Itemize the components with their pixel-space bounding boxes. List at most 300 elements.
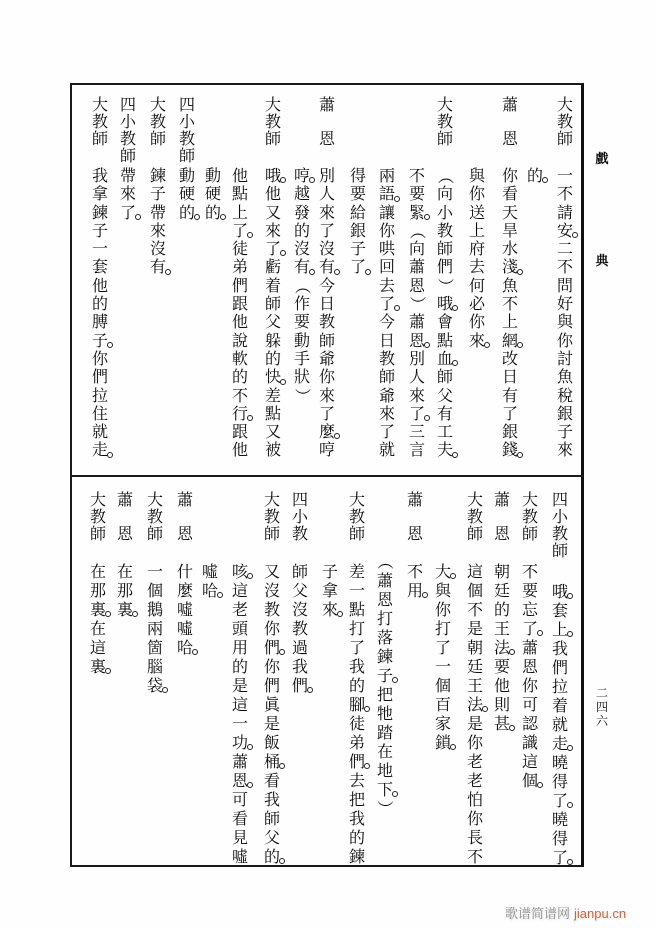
dialogue-text [465, 167, 489, 350]
glyph: 功 [231, 733, 248, 752]
dialogue-text [173, 562, 197, 657]
glyph: 又 [264, 422, 281, 442]
glyph: 旱 [501, 220, 518, 240]
dialogue-text [463, 562, 487, 866]
glyph: 着 [551, 696, 568, 715]
dialogue-text [228, 562, 252, 866]
glyph: 一 [231, 714, 248, 733]
glyph: 鵝 [146, 600, 163, 619]
glyph: 鎖 [434, 733, 451, 752]
glyph: 與 [468, 166, 485, 185]
glyph: （ [375, 553, 395, 570]
glyph: 硬 [204, 184, 221, 204]
section-divider [70, 475, 584, 477]
speaker-name [88, 96, 112, 147]
dialogue-text [433, 167, 457, 460]
glyph: 就 [551, 715, 568, 734]
dialogue-text [201, 167, 225, 222]
glyph: 個 [521, 771, 538, 790]
glyph: 得 [349, 166, 366, 185]
glyph: 識 [521, 733, 538, 752]
glyph: 動 [204, 166, 221, 185]
speaker-name [433, 96, 457, 147]
glyph: 虧 [264, 257, 281, 277]
glyph: 們 [91, 367, 108, 387]
glyph: 師 [91, 129, 108, 148]
glyph: 的 [231, 367, 248, 387]
glyph: 快 [264, 367, 281, 387]
glyph: 人 [318, 184, 335, 204]
glyph: 那 [89, 581, 106, 600]
glyph: （ [408, 223, 428, 240]
glyph: 來 [264, 220, 281, 240]
glyph: 看 [263, 771, 280, 790]
glyph: 來 [119, 184, 136, 204]
glyph: 他 [91, 275, 108, 295]
glyph: 的 [204, 202, 221, 222]
glyph: 日 [378, 330, 395, 350]
dialogue-text [346, 167, 370, 277]
glyph: 來 [408, 385, 425, 405]
glyph: 了 [501, 403, 518, 423]
glyph: 點 [231, 184, 248, 204]
dialogue-text [116, 167, 140, 222]
glyph: 桶 [263, 752, 280, 771]
glyph: 你 [468, 312, 485, 332]
glyph: 稅 [556, 385, 573, 405]
speaker-name [146, 96, 170, 147]
glyph: 了 [318, 220, 335, 240]
glyph: 行 [231, 403, 248, 423]
glyph: 曉 [551, 753, 568, 772]
glyph: 人 [408, 367, 425, 387]
glyph: 頭 [231, 619, 248, 638]
glyph: 不 [556, 184, 573, 204]
glyph: 點 [348, 600, 365, 619]
glyph: 又 [263, 562, 280, 581]
glyph: 師 [436, 239, 453, 259]
glyph: 教 [436, 220, 453, 240]
glyph: 要 [293, 312, 310, 332]
glyph: 則 [493, 695, 510, 714]
glyph: 向 [408, 239, 425, 259]
glyph: 教 [146, 507, 163, 526]
glyph: 拿 [91, 184, 108, 204]
glyph: 飯 [263, 733, 280, 752]
glyph: 師 [318, 330, 335, 350]
glyph: 的 [493, 600, 510, 619]
glyph: 魚 [556, 367, 573, 387]
glyph: 父 [263, 828, 280, 847]
glyph: 忘 [521, 600, 538, 619]
glyph: 把 [348, 790, 365, 809]
glyph: 大 [264, 95, 281, 114]
glyph: 恩 [176, 524, 193, 543]
speaker-name [86, 491, 110, 542]
speaker-name [113, 491, 137, 542]
glyph: 父 [436, 385, 453, 405]
dialogue-text [113, 562, 137, 619]
glyph: 夫 [436, 440, 453, 460]
glyph: 差 [348, 562, 365, 581]
glyph: 這 [89, 638, 106, 657]
glyph: 可 [521, 695, 538, 714]
glyph: 哼 [318, 440, 335, 460]
glyph: 了 [231, 220, 248, 240]
glyph: 膊 [91, 312, 108, 332]
glyph: 六 [595, 714, 608, 728]
dialogue-text [175, 167, 199, 222]
dialogue-text [288, 562, 312, 695]
glyph: 日 [501, 367, 518, 387]
glyph: 給 [349, 202, 366, 222]
dialogue-text [431, 562, 455, 752]
glyph: 師 [436, 129, 453, 148]
glyph: ） [408, 296, 428, 313]
glyph: 向 [436, 184, 453, 204]
glyph: 大 [146, 490, 163, 509]
glyph: 麼 [176, 581, 193, 600]
glyph: 了 [349, 257, 366, 277]
glyph: 恩 [231, 771, 248, 790]
glyph: 軟 [231, 348, 248, 368]
glyph: 得 [551, 829, 568, 848]
glyph: 教 [348, 507, 365, 526]
dialogue-text [518, 562, 542, 790]
glyph: 不 [408, 166, 425, 185]
glyph: 落 [376, 628, 393, 647]
glyph: 們 [436, 257, 453, 277]
glyph: 小 [119, 112, 136, 131]
glyph: 把 [376, 685, 393, 704]
glyph: 了 [408, 403, 425, 423]
glyph: 今 [318, 275, 335, 295]
glyph: 是 [263, 714, 280, 733]
glyph: 有 [293, 257, 310, 277]
dialogue-text [553, 167, 577, 460]
glyph: 哦 [264, 166, 281, 185]
watermark-domain: jianpu.cn [574, 906, 627, 921]
glyph: 王 [493, 619, 510, 638]
glyph: 他 [231, 440, 248, 460]
glyph: 作 [293, 294, 310, 314]
glyph: 恩 [501, 129, 518, 148]
glyph: 一 [556, 166, 573, 185]
glyph: 袋 [146, 676, 163, 695]
glyph: 何 [468, 275, 485, 295]
glyph: 打 [348, 619, 365, 638]
glyph: 的 [178, 202, 195, 222]
glyph: 你 [263, 657, 280, 676]
glyph: 教 [91, 112, 108, 131]
glyph: 教 [178, 129, 195, 148]
glyph: 大 [521, 490, 538, 509]
glyph: 了 [551, 848, 568, 867]
glyph: 天 [501, 202, 518, 222]
glyph: 師 [348, 524, 365, 543]
glyph: 噓 [201, 562, 218, 581]
glyph: 不 [556, 257, 573, 277]
glyph: 大 [556, 95, 573, 114]
glyph: 你 [318, 367, 335, 387]
glyph: 水 [501, 239, 518, 259]
glyph: 跟 [231, 422, 248, 442]
glyph: 看 [231, 809, 248, 828]
glyph: 師 [178, 146, 195, 165]
glyph: 好 [556, 294, 573, 314]
glyph: 看 [501, 184, 518, 204]
glyph: 鍊 [91, 202, 108, 222]
speaker-name [315, 96, 339, 147]
glyph: 四 [551, 490, 568, 509]
glyph: 哄 [378, 239, 395, 259]
glyph: 大 [149, 95, 166, 114]
glyph: 蕭 [116, 490, 133, 509]
glyph: 蕭 [493, 490, 510, 509]
glyph: 改 [501, 348, 518, 368]
glyph: 教 [318, 312, 335, 332]
glyph: 你 [378, 220, 395, 240]
glyph: 不 [231, 385, 248, 405]
glyph: 認 [521, 714, 538, 733]
glyph: 教 [263, 600, 280, 619]
glyph: 徒 [231, 239, 248, 259]
speaker-name [260, 491, 284, 542]
glyph: 恩 [493, 524, 510, 543]
glyph: 大 [91, 95, 108, 114]
glyph: 可 [231, 790, 248, 809]
glyph: 去 [468, 257, 485, 277]
glyph: 沒 [263, 581, 280, 600]
glyph: 過 [291, 638, 308, 657]
glyph: 法 [466, 695, 483, 714]
glyph: 要 [349, 184, 366, 204]
glyph: 這 [466, 562, 483, 581]
glyph: 鍊 [348, 847, 365, 866]
glyph: 了 [348, 638, 365, 657]
glyph: 小 [291, 507, 308, 526]
glyph: 不 [501, 294, 518, 314]
glyph: 點 [264, 403, 281, 423]
glyph: 是 [466, 619, 483, 638]
glyph: 鍊 [149, 166, 166, 185]
glyph: 了 [521, 619, 538, 638]
glyph: 師 [146, 524, 163, 543]
glyph: 言 [408, 440, 425, 460]
glyph: 箇 [146, 638, 163, 657]
glyph: 們 [231, 275, 248, 295]
glyph: 淺 [501, 257, 518, 277]
glyph: 你 [466, 809, 483, 828]
glyph: 血 [436, 348, 453, 368]
glyph: 蕭 [408, 312, 425, 332]
glyph: 了 [318, 403, 335, 423]
glyph: 徒 [348, 714, 365, 733]
glyph: 典 [595, 254, 609, 269]
glyph: 朝 [466, 638, 483, 657]
glyph: 了 [264, 239, 281, 259]
glyph: 哦 [436, 294, 453, 314]
glyph: 沒 [293, 239, 310, 259]
glyph: 們 [263, 676, 280, 695]
glyph: 父 [291, 581, 308, 600]
glyph: 蕭 [408, 257, 425, 277]
glyph: 師 [263, 524, 280, 543]
glyph: 用 [231, 638, 248, 657]
glyph: 蕭 [176, 490, 193, 509]
glyph: （ [436, 168, 456, 185]
glyph: 了 [551, 791, 568, 810]
glyph: 銀 [349, 220, 366, 240]
glyph: 大 [89, 490, 106, 509]
glyph: 那 [116, 581, 133, 600]
glyph: 這 [521, 752, 538, 771]
glyph: 帶 [149, 202, 166, 222]
glyph: （ [293, 277, 313, 294]
glyph: 一 [146, 562, 163, 581]
glyph: 子 [149, 184, 166, 204]
dialogue-text [261, 167, 285, 460]
speaker-name [548, 491, 572, 559]
dialogue-text [86, 562, 110, 676]
glyph: 點 [436, 330, 453, 350]
glyph: 戲 [595, 152, 609, 167]
glyph: 父 [264, 312, 281, 332]
glyph: 個 [434, 676, 451, 695]
glyph: 踏 [376, 723, 393, 742]
glyph: 老 [466, 771, 483, 790]
glyph: 去 [378, 275, 395, 295]
glyph: 要 [493, 657, 510, 676]
glyph: 送 [468, 202, 485, 222]
glyph: 走 [91, 440, 108, 460]
glyph: 師 [551, 541, 568, 560]
glyph: 差 [264, 385, 281, 405]
glyph: 別 [408, 348, 425, 368]
glyph: 子 [556, 422, 573, 442]
glyph: 的 [91, 294, 108, 314]
glyph: 有 [436, 403, 453, 423]
glyph: 師 [264, 294, 281, 314]
glyph: 日 [318, 294, 335, 314]
glyph: 說 [231, 330, 248, 350]
glyph: 噓 [231, 847, 248, 866]
glyph: 工 [436, 422, 453, 442]
glyph: 蕭 [231, 752, 248, 771]
glyph: 大 [436, 95, 453, 114]
glyph: 教 [149, 112, 166, 131]
glyph: 他 [493, 676, 510, 695]
speaker-name [518, 491, 542, 542]
glyph: 大 [263, 490, 280, 509]
glyph: 魚 [501, 275, 518, 295]
glyph: 語 [378, 184, 395, 204]
glyph: 子 [376, 666, 393, 685]
glyph: 們 [551, 658, 568, 677]
glyph: 的 [264, 348, 281, 368]
glyph: 教 [263, 507, 280, 526]
glyph: 我 [551, 639, 568, 658]
glyph: 又 [264, 202, 281, 222]
dialogue-text [315, 167, 339, 460]
glyph: 恩 [376, 590, 393, 609]
glyph: 有 [318, 257, 335, 277]
glyph: 兩 [378, 166, 395, 185]
glyph: 他 [264, 184, 281, 204]
glyph: 下 [376, 780, 393, 799]
glyph: 了 [434, 638, 451, 657]
glyph: 大 [466, 490, 483, 509]
glyph: 拉 [551, 677, 568, 696]
glyph: 銀 [501, 422, 518, 442]
glyph: 師 [291, 562, 308, 581]
glyph: 蕭 [521, 638, 538, 657]
dialogue-text [260, 562, 284, 866]
glyph: 問 [556, 275, 573, 295]
glyph: 我 [291, 657, 308, 676]
glyph: 恩 [406, 524, 423, 543]
glyph: 來 [378, 403, 395, 423]
glyph: 師 [556, 129, 573, 148]
glyph: 們 [291, 676, 308, 695]
glyph: 上 [468, 220, 485, 240]
glyph: 這 [231, 695, 248, 714]
glyph: 討 [556, 348, 573, 368]
glyph: 的 [348, 676, 365, 695]
glyph: 手 [293, 348, 310, 368]
glyph: 教 [378, 348, 395, 368]
glyph: 就 [378, 440, 395, 460]
speaker-name [175, 96, 199, 164]
glyph: 四 [178, 95, 195, 114]
dialogue-text [345, 562, 369, 866]
glyph: 府 [468, 239, 485, 259]
dialogue-text [498, 167, 522, 460]
glyph: 一 [434, 657, 451, 676]
glyph: 打 [376, 609, 393, 628]
speaker-name [143, 491, 167, 542]
glyph: 你 [468, 184, 485, 204]
dialogue-text [143, 562, 167, 695]
glyph: 師 [466, 524, 483, 543]
glyph: 有 [149, 257, 166, 277]
glyph: 哈 [201, 581, 218, 600]
glyph: 長 [466, 828, 483, 847]
glyph: 爺 [378, 385, 395, 405]
glyph: 個 [466, 581, 483, 600]
dialogue-text [403, 562, 427, 600]
glyph: 網 [501, 330, 518, 350]
glyph: 蕭 [501, 95, 518, 114]
glyph: 子 [349, 239, 366, 259]
glyph: 我 [91, 166, 108, 185]
glyph: 躲 [264, 330, 281, 350]
glyph: 被 [264, 440, 281, 460]
dialogue-text [318, 562, 342, 619]
glyph: 要 [521, 581, 538, 600]
glyph: 四 [119, 95, 136, 114]
glyph: 你 [556, 330, 573, 350]
glyph: 教 [436, 112, 453, 131]
glyph: 你 [521, 676, 538, 695]
glyph: 咳 [231, 562, 248, 581]
glyph: 恩 [408, 275, 425, 295]
glyph: 師 [149, 129, 166, 148]
glyph: 子 [91, 330, 108, 350]
glyph: 大 [434, 562, 451, 581]
glyph: 師 [521, 524, 538, 543]
glyph: 着 [264, 275, 281, 295]
